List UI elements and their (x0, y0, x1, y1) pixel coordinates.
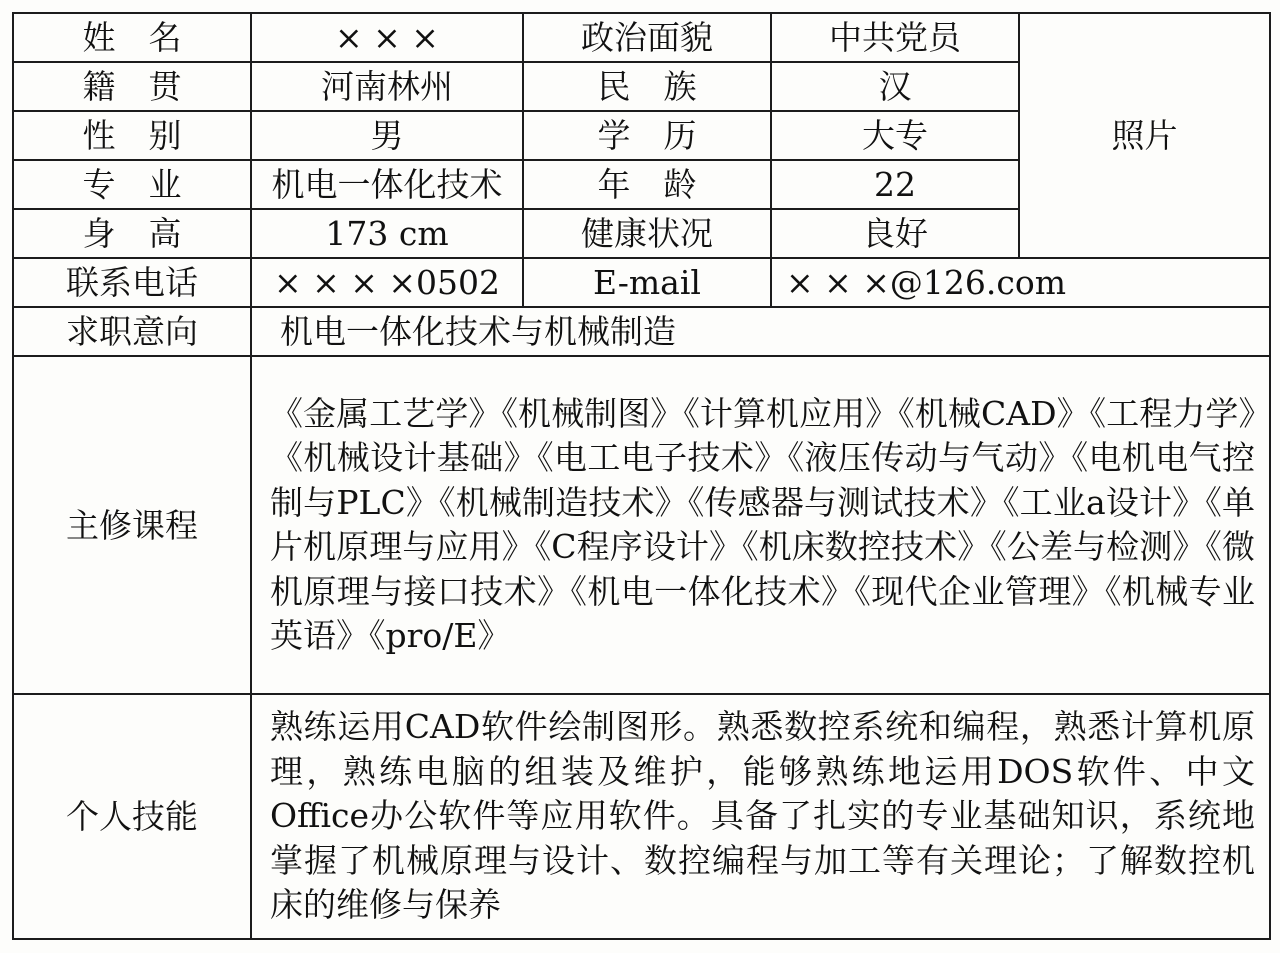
value-email: × × ×@126.com (771, 258, 1270, 307)
value-job-intention: 机电一体化技术与机械制造 (251, 307, 1270, 356)
label-job-intention: 求职意向 (13, 307, 251, 356)
label-education: 学 历 (523, 111, 771, 160)
row-skills (13, 694, 1270, 939)
row-contact (13, 258, 1270, 307)
value-major: 机电一体化技术 (251, 160, 523, 209)
photo-placeholder: 照片 (1019, 13, 1270, 258)
resume-table (12, 12, 1271, 940)
row-courses (13, 356, 1270, 694)
label-name: 姓 名 (13, 13, 251, 62)
label-ethnicity: 民 族 (523, 62, 771, 111)
value-courses: 《金属工艺学》《机械制图》《计算机应用》《机械CAD》《工程力学》《机械设计基础》《电工电子技术》《液压传动与气动》《电机电气控制与PLC》《机械制造技术》《传感器与测试技术》《工业a设计》《单片机原理与应用》《C程序设计》《机床数控技术》《公差与检测》《微机原理与接口技术》《机电一体化技术》《现代企业管理》《机械专业英语》《pro/E》 (251, 356, 1270, 694)
value-ethnicity: 汉 (771, 62, 1019, 111)
label-gender: 性 别 (13, 111, 251, 160)
row-name (13, 13, 1270, 62)
label-hometown: 籍 贯 (13, 62, 251, 111)
value-name: × × × (251, 13, 523, 62)
label-political-status: 政治面貌 (523, 13, 771, 62)
value-education: 大专 (771, 111, 1019, 160)
value-political-status: 中共党员 (771, 13, 1019, 62)
label-courses: 主修课程 (13, 356, 251, 694)
label-phone: 联系电话 (13, 258, 251, 307)
value-height: 173 cm (251, 209, 523, 258)
row-job-intention (13, 307, 1270, 356)
label-height: 身 高 (13, 209, 251, 258)
label-skills: 个人技能 (13, 694, 251, 939)
value-skills: 熟练运用CAD软件绘制图形。熟悉数控系统和编程，熟悉计算机原理，熟练电脑的组装及维护，能够熟练地运用DOS软件、中文Office办公软件等应用软件。具备了扎实的专业基础知识，系统地掌握了机械原理与设计、数控编程与加工等有关理论；了解数控机床的维修与保养 (251, 694, 1270, 939)
value-phone: × × × ×0502 (251, 258, 523, 307)
label-major: 专 业 (13, 160, 251, 209)
label-health: 健康状况 (523, 209, 771, 258)
value-gender: 男 (251, 111, 523, 160)
value-age: 22 (771, 160, 1019, 209)
label-email: E-mail (523, 258, 771, 307)
value-hometown: 河南林州 (251, 62, 523, 111)
label-age: 年 龄 (523, 160, 771, 209)
value-health: 良好 (771, 209, 1019, 258)
